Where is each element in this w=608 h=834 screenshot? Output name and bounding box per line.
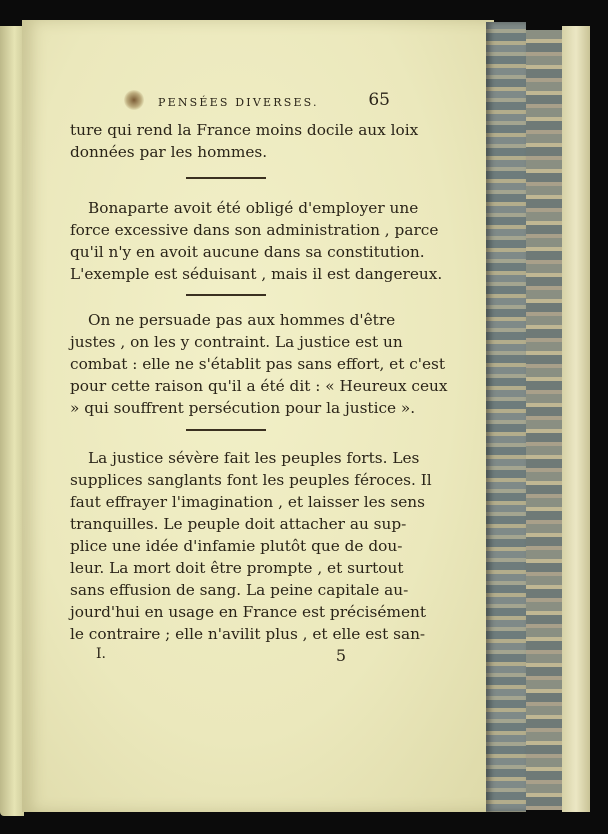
text-line: » qui souffrent persécution pour la justice ». (70, 399, 416, 417)
section-divider (186, 177, 266, 179)
paragraph-continuation (70, 119, 419, 163)
left-page-edge (0, 26, 24, 816)
text-line: On ne persuade pas aux hommes d'être (88, 311, 396, 329)
paragraph-bonaparte (70, 197, 443, 285)
text-line: tranquilles. Le peuple doit attacher au sup- (70, 515, 407, 533)
marbled-page-edges (486, 22, 526, 812)
text-line: L'exemple est séduisant , mais il est dangereux. (70, 265, 443, 283)
volume-mark: I. (96, 646, 106, 662)
text-line: justes , on les y contraint. La justice est un (70, 333, 403, 351)
section-divider (186, 294, 266, 296)
text-line: ture qui rend la France moins docile aux loix (70, 121, 419, 139)
marbled-page-edges-back (526, 30, 562, 810)
page-number: 65 (368, 90, 390, 110)
text-line: La justice sévère fait les peuples forts. Les (88, 449, 420, 467)
paragraph-justice-severe (70, 447, 432, 645)
text-line: faut effrayer l'imagination , et laisser les sens (70, 493, 425, 511)
text-line: force excessive dans son administration , parce (70, 221, 439, 239)
signature-mark: 5 (335, 646, 346, 665)
text-line: qu'il n'y en avoit aucune dans sa constitution. (70, 243, 425, 261)
text-line: sans effusion de sang. La peine capitale au- (70, 581, 409, 599)
book-cover-edge (562, 26, 590, 812)
paragraph-justice-combat (70, 309, 448, 419)
text-line: jourd'hui en usage en France est précisément (70, 603, 427, 621)
text-line: combat : elle ne s'établit pas sans effort, et c'est (70, 355, 446, 373)
text-line: pour cette raison qu'il a été dit : « Heureux ceux (70, 377, 448, 395)
text-line: supplices sanglants font les peuples féroces. Il (70, 471, 432, 489)
text-line: Bonaparte avoit été obligé d'employer une (88, 199, 419, 217)
ink-stain (124, 90, 144, 110)
text-line: le contraire ; elle n'avilit plus , et elle est san- (70, 625, 426, 643)
section-divider (186, 429, 266, 431)
text-line: leur. La mort doit être prompte , et surtout (70, 559, 404, 577)
text-line: données par les hommes. (70, 143, 268, 161)
running-title: PENSÉES DIVERSES. (158, 96, 319, 109)
text-line: plice une idée d'infamie plutôt que de dou- (70, 537, 403, 555)
